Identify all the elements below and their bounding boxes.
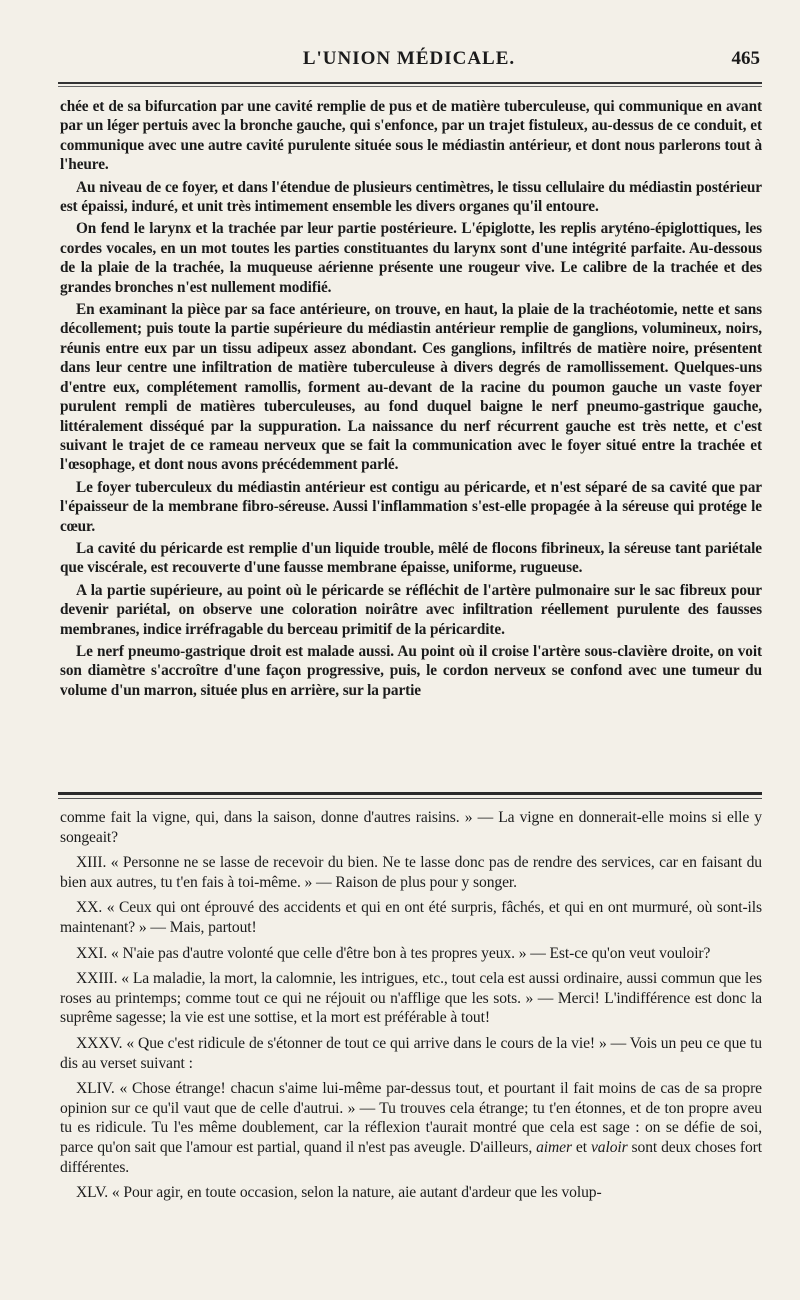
paragraph: Le nerf pneumo-gastrique droit est malade aussi. Au point où il croise l'artère sous-clavière droite, on voit son diamètre s'accroître d'une façon progressive, puis, le cordon nerveux se confond avec une tumeur du volume d'un marron, située plus en arrière, sur la partie bbox=[60, 642, 762, 699]
feuilleton-column bbox=[60, 808, 762, 1209]
italic-word: valoir bbox=[590, 1138, 628, 1156]
paragraph: A la partie supérieure, au point où le péricarde se réfléchit de l'artère pulmonaire sur le sac fibreux pour devenir pariétal, on observe une coloration noirâtre avec infiltration réellement purulente des fausses membranes, indice irréfragable du berceau primitif de la péricardite. bbox=[60, 581, 762, 638]
text-run: XLIV. « Chose étrange! chacun s'aime lui-même par-dessus tout, et pourtant il fait moins de cas de sa propre opinion sur ce qu'il vaut que de celle d'autrui. » — Tu trouves cela étrange; tu t'en étonnes, et de ton propre aveu tu es ridicule. Tu l'es même doublement, car la réflexion t'aurait montré que cela est sage : on se défie de soi, parce qu'on sait que l'amour est partial, quand il n'est pas aveugle. D'ailleurs, bbox=[60, 1080, 762, 1156]
paragraph-xliv bbox=[60, 1079, 762, 1177]
page-header bbox=[58, 48, 760, 76]
paragraph: La cavité du péricarde est remplie d'un liquide trouble, mêlé de flocons fibrineux, la séreuse tant pariétale que viscérale, est recouverte d'une fausse membrane épaisse, uniforme, rugueuse. bbox=[60, 539, 762, 577]
text-run: sont deux choses fort différentes. bbox=[60, 1138, 762, 1176]
header-rule-thin bbox=[58, 86, 762, 87]
paragraph: Au niveau de ce foyer, et dans l'étendue de plusieurs centimètres, le tissu cellulaire du médiastin postérieur est épaissi, induré, et unit très intimement ensemble les divers organes qu'il entoure. bbox=[60, 178, 762, 216]
article-column bbox=[60, 97, 762, 703]
paragraph: XXI. « N'aie pas d'autre volonté que celle d'être bon à tes propres yeux. » — Est-ce qu'on veut vouloir? bbox=[76, 944, 711, 962]
text-run: et bbox=[575, 1138, 587, 1156]
italic-word: aimer bbox=[536, 1138, 572, 1156]
paragraph: comme fait la vigne, qui, dans la saison, donne d'autres raisins. » — La vigne en donnerait-elle moins si elle y songeait? bbox=[60, 809, 762, 846]
feuilleton-separator bbox=[58, 792, 762, 795]
feuilleton-separator-thin bbox=[58, 798, 762, 799]
paragraph: Le foyer tuberculeux du médiastin antérieur est contigu au péricarde, et n'est séparé de sa cavité que par l'épaisseur de la membrane fibro-séreuse. Aussi l'inflammation s'est-elle propagée à la séreuse qui protége le cœur. bbox=[60, 478, 762, 535]
header-rule bbox=[58, 82, 762, 84]
page-number: 465 bbox=[731, 48, 760, 69]
paragraph: En examinant la pièce par sa face antérieure, on trouve, en haut, la plaie de la trachéotomie, nette et sans décollement; puis toute la partie supérieure du médiastin antérieur remplie de ganglions, volumineux, noirs, réunis entre eux par un tissu adipeux assez abondant. Ces ganglions, infiltrés de matière noire, présentent dans leur centre une infiltration de matière tuberculeuse à divers degrés de ramollissement. Quelques-uns d'entre eux, complétement ramollis, forment au-devant de la racine du poumon gauche un vaste foyer purulent rempli de matières tuberculeuses, au fond duquel baigne le nerf pneumo-gastrique gauche, littéralement disséqué par la suppuration. La naissance du nerf récurrent gauche est très nette, et c'est suivant le trajet de ce rameau nerveux que se fait la communication avec le foyer situé entre la trachée et l'œsophage, et dont nous avons précédemment parlé. bbox=[60, 301, 762, 474]
running-title: L'UNION MÉDICALE. bbox=[302, 48, 516, 69]
paragraph: XXIII. « La maladie, la mort, la calomnie, les intrigues, etc., tout cela est aussi ordinaire, aussi commun que les roses au printemps; comme tout ce qui ne réjouit ou n'afflige que les sots. » — Merci! L'indifférence est donc la suprême sagesse; la vie est une sottise, et la mort est préférable à tout! bbox=[60, 970, 762, 1027]
paragraph: XIII. « Personne ne se lasse de recevoir du bien. Ne te lasse donc pas de rendre des services, car en faisant du bien aux autres, tu t'en fais à toi-même. » — Raison de plus pour y songer. bbox=[60, 854, 762, 891]
paragraph: XX. « Ceux qui ont éprouvé des accidents et qui en ont été surpris, fâchés, et qui en ont murmuré, où sont-ils maintenant? » — Mais, partout! bbox=[60, 899, 762, 936]
paragraph: chée et de sa bifurcation par une cavité remplie de pus et de matière tuberculeuse, qui communique en avant par un léger pertuis avec la bronche gauche, qui s'enfonce, par un trajet fistuleux, au-dessus de ce conduit, et communique avec une autre cavité purulente située sous le médiastin antérieur, et dont nous parlerons tout à l'heure. bbox=[60, 98, 762, 174]
paragraph: XXXV. « Que c'est ridicule de s'étonner de tout ce qui arrive dans le cours de la vie! » — Vois un peu ce que tu dis au verset suivant : bbox=[60, 1034, 762, 1072]
paragraph: On fend le larynx et la trachée par leur partie postérieure. L'épiglotte, les replis aryténo-épiglottiques, les cordes vocales, en un mot toutes les parties constituantes du larynx sont d'une intégrité parfaite. Au-dessous de la plaie de la trachée, la muqueuse aérienne présente une rougeur vive. Le calibre de la trachée et des grandes bronches n'est nullement modifié. bbox=[60, 220, 762, 296]
paragraph: XLV. « Pour agir, en toute occasion, selon la nature, aie autant d'ardeur que les volup- bbox=[76, 1184, 602, 1202]
